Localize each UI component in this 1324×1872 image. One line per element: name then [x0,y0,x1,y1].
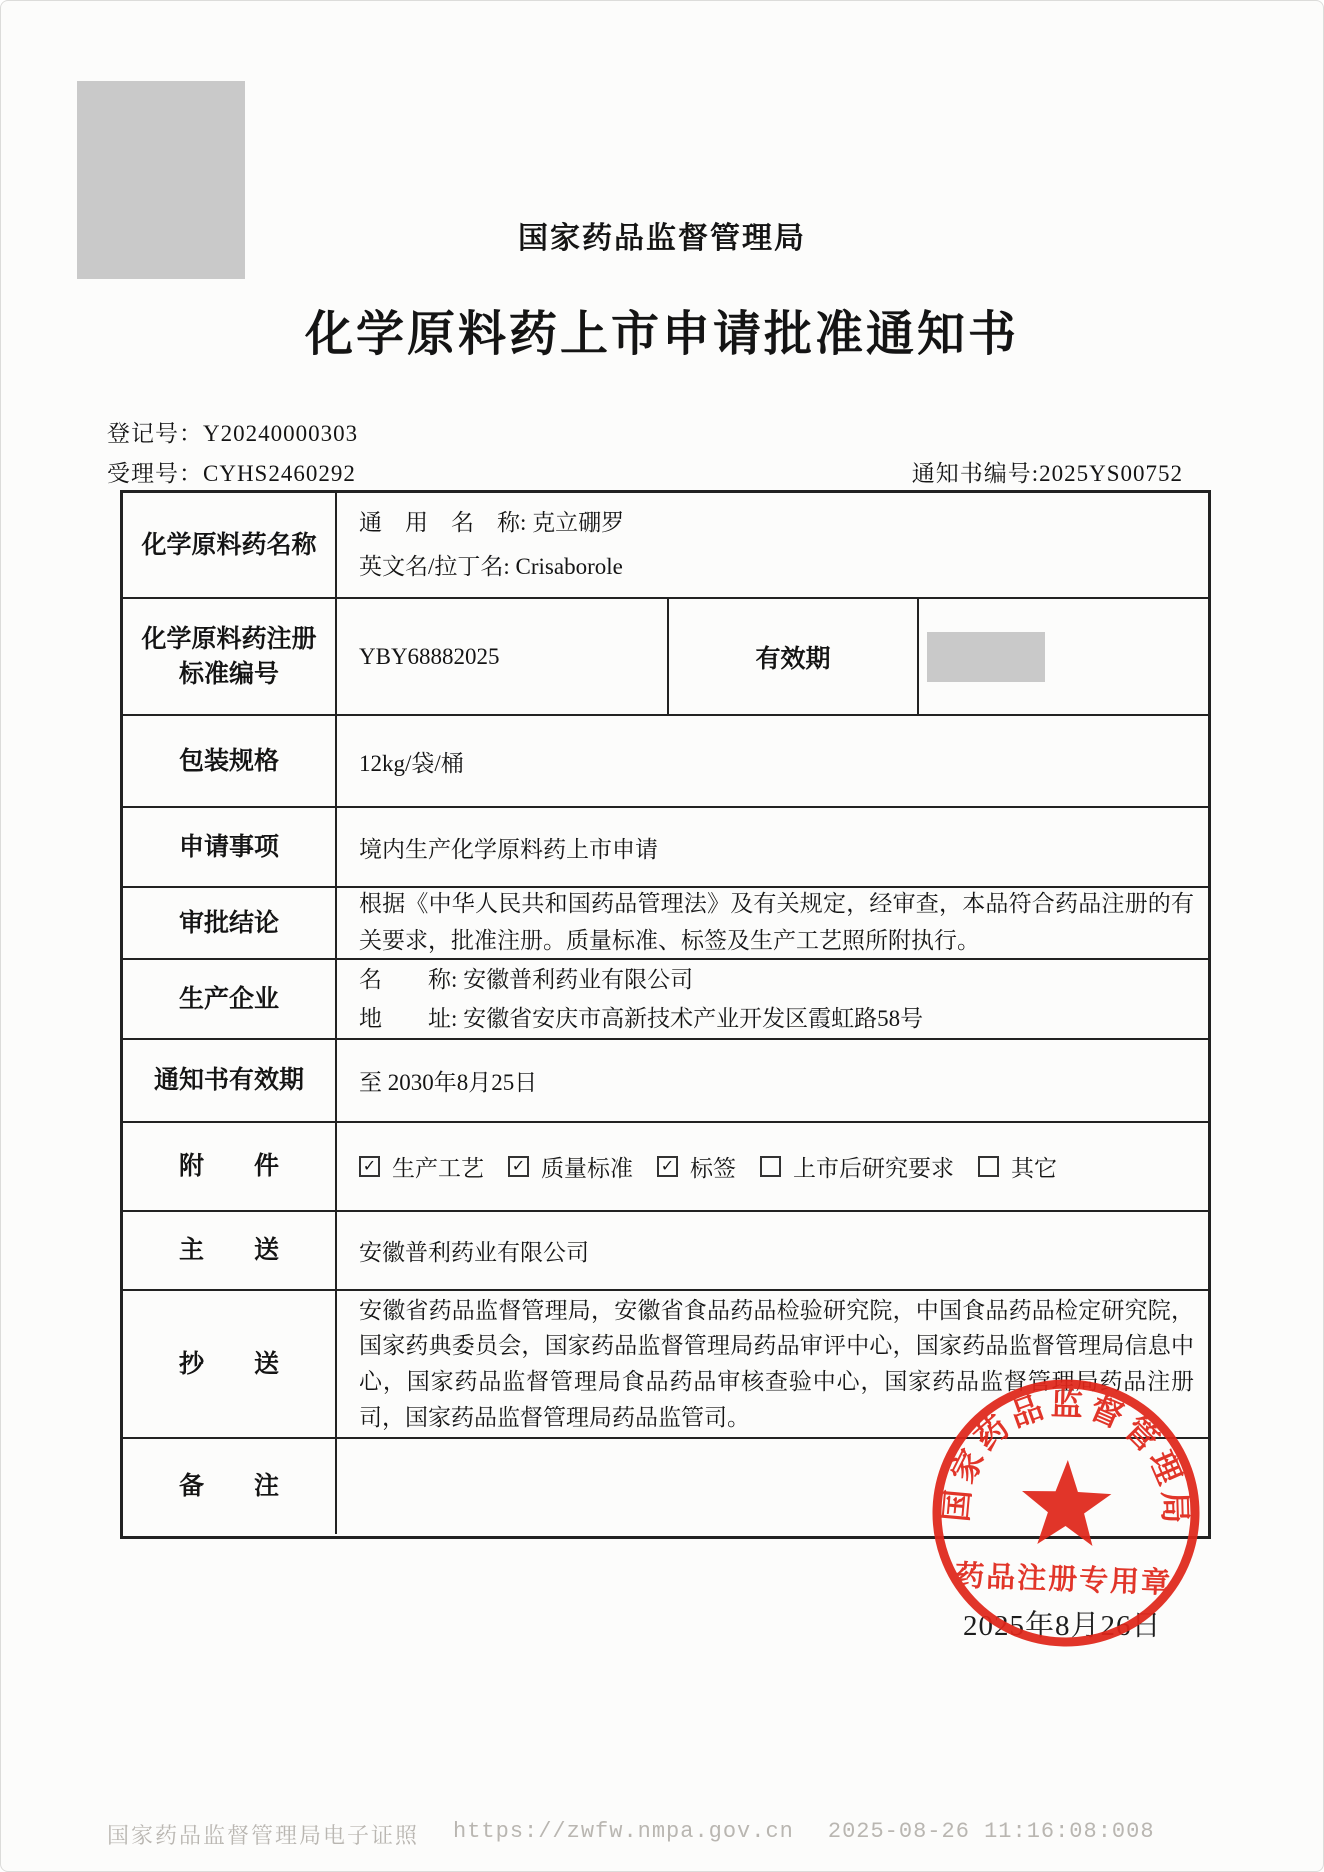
checkbox-label-tag-text: 标签 [690,1156,736,1181]
remarks-value-cell [337,1439,1208,1534]
application-value: 境内生产化学原料药上市申请 [359,836,658,862]
notice-validity-label: 通知书有效期 [123,1040,337,1121]
standard-number-label [123,599,337,714]
notice-number-line [912,455,1183,488]
checkbox-post-market-study [760,1156,781,1177]
validity-label: 有效期 [755,645,831,673]
english-name-label: 英文名/拉丁名: [359,554,510,579]
footer-url: https://zwfw.nmpa.gov.cn [453,1819,794,1844]
checkbox-label-post-market-study: 上市后研究要求 [793,1156,954,1181]
package-value-cell [337,716,1208,806]
generic-name-value: 克立硼罗 [532,510,625,536]
checkbox-quality-standard: ✓ [508,1156,529,1177]
package-label: 包装规格 [123,716,337,806]
standard-number-label-line1: 化学原料药注册 [141,625,317,653]
conclusion-label: 审批结论 [123,888,337,958]
attachments-cell [337,1123,1208,1210]
table-row-notice-validity [123,1038,1208,1121]
table-row-conclusion [123,886,1208,958]
application-value-cell [337,808,1208,886]
english-name-line [359,545,1194,589]
table-row-drug-name [123,493,1208,597]
attachments-checkbox-list [359,1150,1194,1183]
registration-number-label: 登记号： [107,421,203,446]
main-send-value-cell [337,1212,1208,1289]
validity-redaction-box [927,632,1045,682]
copy-send-text: 安徽省药品监督管理局，安徽省食品药品检验研究院，中国食品药品检定研究院，国家药典委员会，国家药品监督管理局药品审评中心，国家药品监督管理局信息中心，国家药品监督管理局食品药品审核查验中心，国家药品监督管理局药品注册司，国家药品监督管理局药品监管司。 [359,1297,1194,1430]
english-name-value: Crisaborole [515,554,623,579]
validity-label-cell [667,599,917,714]
standard-number-value: YBY68882025 [359,643,500,669]
main-send-value: 安徽普利药业有限公司 [359,1240,589,1265]
notice-number-value: 2025YS00752 [1039,461,1183,486]
table-row-copy-send [123,1289,1208,1437]
notice-validity-value-cell [337,1040,1208,1121]
package-value: 12kg/袋/桶 [359,750,464,776]
conclusion-text: 根据《中华人民共和国药品管理法》及有关规定，经审查，本品符合药品注册的有关要求，批准注册。质量标准、标签及生产工艺照所附执行。 [359,891,1194,953]
generic-name-line [359,501,1194,545]
approval-table [120,490,1211,1539]
footer-timestamp: 2025-08-26 11:16:08:008 [827,1819,1155,1844]
table-row-application [123,806,1208,886]
checkbox-label-tag: ✓ [657,1156,678,1177]
stamp-date: 2025年8月26日 [963,1610,1162,1642]
standard-number-value-cell [337,599,667,714]
application-label: 申请事项 [123,808,337,886]
checkbox-label-production-process: 生产工艺 [392,1156,484,1181]
table-row-attachments [123,1121,1208,1210]
seal-bottom-text: 药品注册专用章 [954,1560,1173,1600]
table-row-main-send [123,1210,1208,1289]
checkbox-other [978,1156,999,1177]
acceptance-number-line [107,455,356,488]
checkbox-production-process: ✓ [359,1156,380,1177]
seal-ring-text: 国家药品监督管理局 [937,1385,1194,1529]
registration-number-line [107,415,358,448]
manufacturer-addr-label: 地 址: [359,1006,458,1031]
acceptance-number-value: CYHS2460292 [203,461,356,486]
acceptance-number-label: 受理号： [107,461,203,486]
footer [107,1819,1155,1850]
table-row-standard-number [123,597,1208,714]
manufacturer-name-label: 名 称: [359,966,458,992]
generic-name-label: 通 用 名 称: [359,510,527,536]
notice-number-label: 通知书编号: [911,461,1040,486]
registration-number-value: Y20240000303 [203,421,359,446]
attachments-label: 附 件 [123,1123,337,1210]
table-row-package [123,714,1208,806]
manufacturer-name-line [359,960,1194,999]
manufacturer-name-value: 安徽普利药业有限公司 [463,966,694,992]
validity-value-cell [917,599,1208,714]
remarks-label: 备 注 [123,1439,337,1534]
checkbox-label-quality-standard: 质量标准 [541,1156,633,1181]
manufacturer-addr-line [359,999,1194,1038]
standard-number-label-line2: 标准编号 [178,660,279,688]
manufacturer-addr-value: 安徽省安庆市高新技术产业开发区霞虹路58号 [463,1006,924,1031]
table-row-remarks [123,1437,1208,1534]
copy-send-value-cell [337,1291,1208,1437]
notice-validity-value: 至 2030年8月25日 [359,1070,538,1095]
manufacturer-label: 生产企业 [123,960,337,1038]
agency-name: 国家药品监督管理局 [518,222,806,255]
conclusion-value-cell [337,888,1208,958]
copy-send-label: 抄 送 [123,1291,337,1437]
main-send-label: 主 送 [123,1212,337,1289]
manufacturer-cell [337,960,1208,1038]
checkbox-label-other: 其它 [1011,1156,1057,1181]
footer-certificate-text: 国家药品监督管理局电子证照 [107,1823,420,1848]
drug-name-label: 化学原料药名称 [123,493,337,597]
table-row-manufacturer [123,958,1208,1038]
document-title: 化学原料药上市申请批准通知书 [304,308,1019,361]
drug-name-cell [337,493,1208,597]
